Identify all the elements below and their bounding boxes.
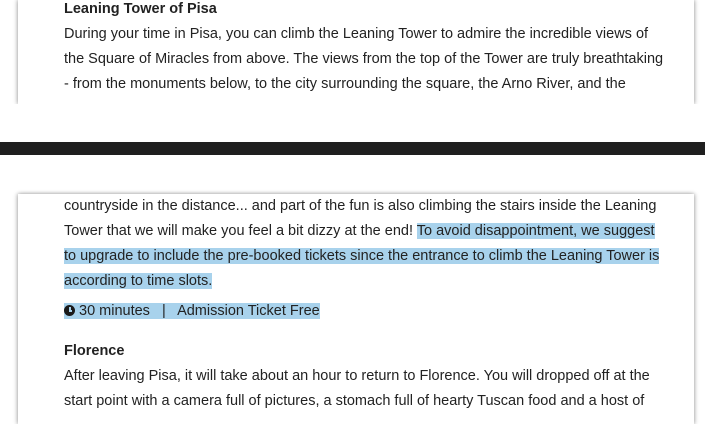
pisa-meta-row [64, 299, 320, 324]
pisa-text-line-1: During your time in Pisa, you can climb the Leaning Tower to admire the incredible views of [64, 26, 649, 42]
pisa-meta-text: 30 minutes | Admission Ticket Free [79, 303, 320, 319]
pisa-text-line-6 [64, 244, 659, 269]
pisa-text-line-3: - from the monuments below, to the city surrounding the square, the Arno River, and the [64, 76, 626, 92]
section-title-florence: Florence [64, 343, 125, 359]
divider-bar [0, 142, 705, 155]
pisa-text-line-5 [64, 219, 655, 244]
selected-text[interactable]: To avoid disappointment, we suggest [416, 223, 655, 239]
pisa-text-line-4: countryside in the distance... and part of the fun is also climbing the stairs inside the Leaning [64, 198, 657, 214]
florence-text-line-2: start point with a camera full of pictures, a stomach full of hearty Tuscan food and a host of [64, 393, 645, 409]
selected-text[interactable]: to upgrade to include the pre-booked tickets since the entrance to climb the Leaning Tower is [64, 248, 660, 264]
clock-icon [64, 305, 75, 316]
section-title-pisa: Leaning Tower of Pisa [64, 1, 217, 17]
panel-gap [0, 104, 705, 142]
florence-text-line-1: After leaving Pisa, it will take about an hour to return to Florence. You will dropped off at the [64, 368, 650, 384]
pisa-text-line-2: the Square of Miracles from above. The views from the top of the Tower are truly breathtaking [64, 51, 664, 67]
pisa-meta-highlight[interactable] [64, 303, 320, 319]
selected-text[interactable]: according to time slots. [64, 273, 213, 289]
panel-gap-lower [0, 155, 705, 194]
pisa-text-line-7 [64, 269, 212, 294]
pisa-text-plain: Tower that we will make you feel a bit dizzy at the end! [64, 223, 417, 239]
